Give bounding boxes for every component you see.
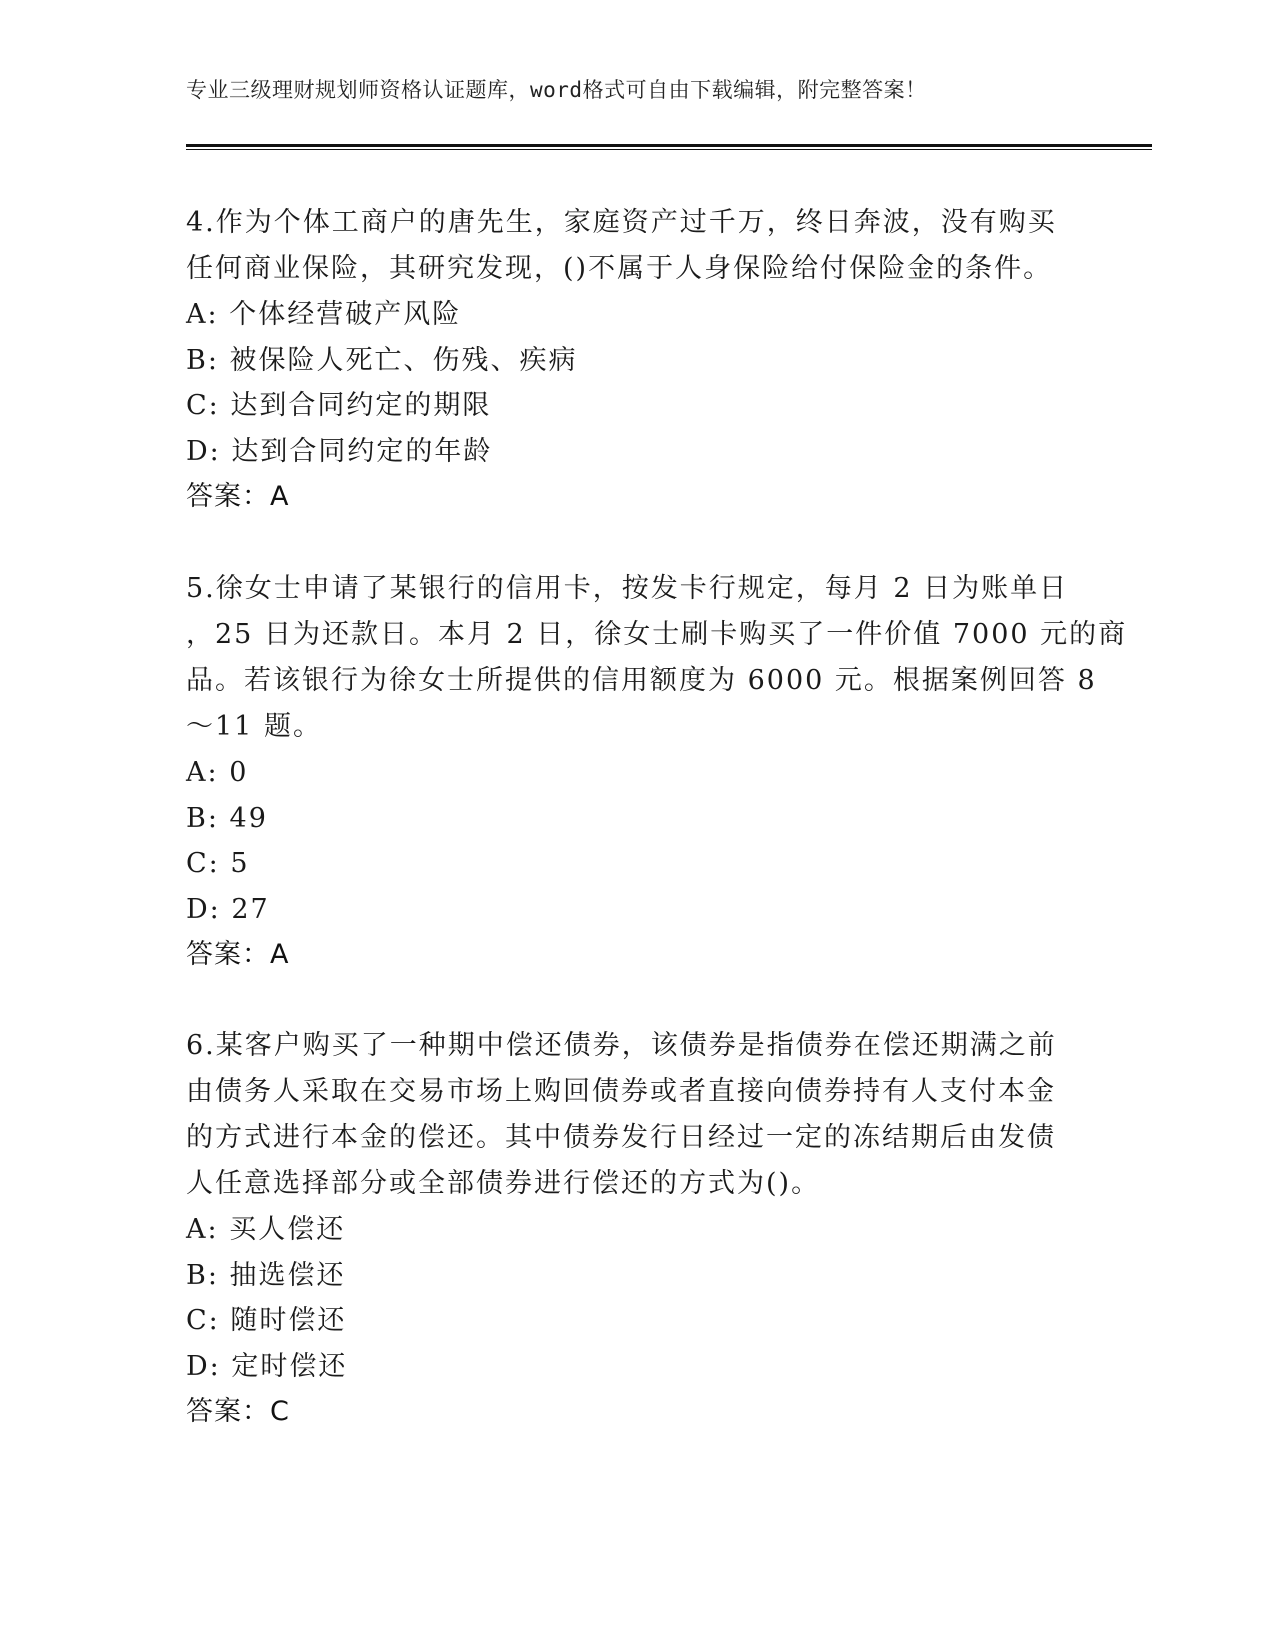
option-letter: D: xyxy=(186,435,221,467)
option-text: 49 xyxy=(229,802,268,834)
option-text: 5 xyxy=(230,848,250,879)
option-text: 达到合同约定的期限 xyxy=(230,390,492,421)
question-stem xyxy=(186,200,1086,292)
option-letter: B: xyxy=(186,344,219,376)
option-letter: A: xyxy=(186,299,219,330)
header-divider xyxy=(186,144,1152,150)
option-letter: C: xyxy=(186,848,220,879)
stem-line: 人任意选择部分或全部债券进行偿还的方式为()。 xyxy=(186,1168,821,1199)
option-text: 买人偿还 xyxy=(229,1214,346,1245)
stem-line: ～11 题。 xyxy=(186,711,322,742)
option-letter: B: xyxy=(186,1259,219,1291)
stem-line: 6.某客户购买了一种期中偿还债券，该债券是指债券在偿还期满之前 xyxy=(186,1030,1057,1061)
option-d xyxy=(186,887,1086,933)
question-stem xyxy=(186,1023,1086,1207)
option-a xyxy=(186,750,1086,796)
option-letter: D: xyxy=(186,893,221,925)
option-text: 被保险人死亡、伤残、疾病 xyxy=(229,344,578,376)
stem-line: 品。若该银行为徐女士所提供的信用额度为 6000 元。根据案例回答 8 xyxy=(186,665,1097,696)
option-d xyxy=(186,429,1086,475)
option-c xyxy=(186,383,1086,429)
stem-line: ，25 日为还款日。本月 2 日，徐女士刷卡购买了一件价值 7000 元的商 xyxy=(186,619,1128,650)
option-text: 个体经营破产风险 xyxy=(229,299,462,330)
stem-line: 由债务人采取在交易市场上购回债券或者直接向债券持有人支付本金 xyxy=(186,1076,1056,1107)
stem-line: 4.作为个体工商户的唐先生，家庭资产过千万，终日奔波，没有购买 xyxy=(186,207,1057,238)
option-text: 随时偿还 xyxy=(230,1305,347,1336)
option-b xyxy=(186,338,1086,384)
answer-line: 答案：A xyxy=(186,939,290,970)
question-5 xyxy=(186,566,1128,978)
answer-line: 答案：A xyxy=(186,481,290,512)
option-b xyxy=(186,1253,1086,1299)
option-letter: D: xyxy=(186,1350,221,1382)
question-6 xyxy=(186,1023,1086,1435)
option-letter: A: xyxy=(186,757,219,788)
option-b xyxy=(186,796,1086,842)
option-c xyxy=(186,1298,1086,1344)
option-c xyxy=(186,841,1086,887)
stem-line: 任何商业保险，其研究发现，()不属于人身保险给付保险金的条件。 xyxy=(186,253,1053,284)
option-letter: C: xyxy=(186,390,220,421)
option-letter: A: xyxy=(186,1214,219,1245)
question-stem xyxy=(186,566,1128,750)
option-d xyxy=(186,1344,1086,1390)
option-text: 27 xyxy=(231,893,270,925)
option-letter: C: xyxy=(186,1305,220,1336)
option-text: 0 xyxy=(229,757,249,788)
option-a xyxy=(186,292,1086,338)
stem-line: 的方式进行本金的偿还。其中债券发行日经过一定的冻结期后由发债 xyxy=(186,1122,1056,1153)
page-header: 专业三级理财规划师资格认证题库，word格式可自由下载编辑，附完整答案！ xyxy=(186,78,927,102)
option-a xyxy=(186,1207,1086,1253)
answer-line: 答案：C xyxy=(186,1396,290,1427)
header-divider-thin xyxy=(186,149,1152,150)
stem-line: 5.徐女士申请了某银行的信用卡，按发卡行规定，每月 2 日为账单日 xyxy=(186,573,1069,604)
header-divider-thick xyxy=(186,144,1152,147)
option-letter: B: xyxy=(186,802,219,834)
question-4 xyxy=(186,200,1086,520)
option-text: 抽选偿还 xyxy=(229,1259,346,1291)
option-text: 达到合同约定的年龄 xyxy=(231,435,493,467)
option-text: 定时偿还 xyxy=(231,1350,348,1382)
